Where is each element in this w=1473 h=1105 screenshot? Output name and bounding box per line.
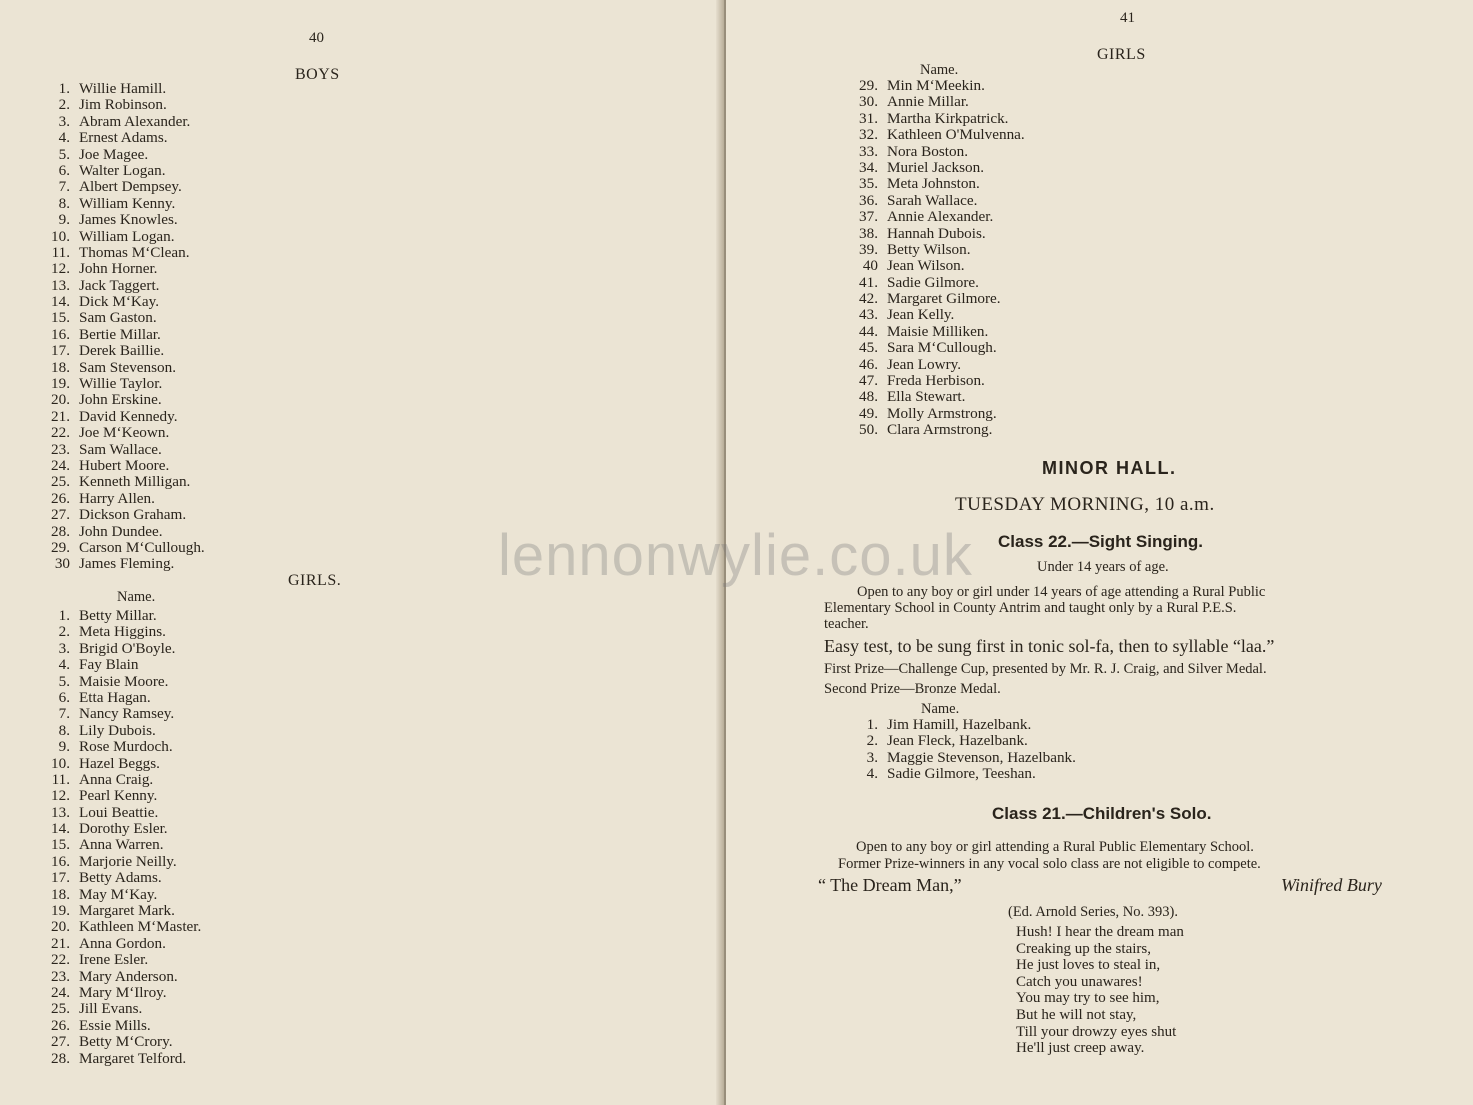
girls-list-left [40, 607, 202, 1067]
list-item [848, 765, 1036, 783]
list-item [40, 754, 160, 772]
entry-number: 38. [859, 224, 878, 242]
entry-name: Hazel Beggs. [79, 754, 160, 772]
entry-number: 28. [51, 1049, 70, 1067]
entry-number: 4. [58, 129, 70, 147]
entry-name: Jim Hamill, Hazelbank. [887, 716, 1032, 733]
entry-number: 10. [51, 227, 70, 245]
list-item [848, 224, 986, 242]
list-item [40, 309, 157, 327]
list-item [40, 721, 156, 739]
list-item [40, 440, 162, 458]
list-item [40, 211, 178, 229]
entry-name: James Knowles. [79, 211, 178, 229]
entry-name: Bertie Millar. [79, 325, 161, 343]
list-item [40, 375, 163, 393]
page-number-left: 40 [309, 30, 324, 46]
entry-name: Maisie Milliken. [887, 322, 989, 340]
entry-number: 23. [51, 440, 70, 458]
list-item [848, 404, 997, 422]
entry-name: Betty Millar. [79, 607, 157, 624]
girls-list-right [848, 77, 1025, 439]
list-item [40, 852, 177, 870]
entry-name: Dorothy Esler. [79, 820, 168, 838]
lyric-line: But he will not stay, [1016, 1006, 1137, 1023]
entry-number: 17. [51, 869, 70, 887]
entry-number: 5. [58, 145, 70, 163]
entry-number: 2. [58, 623, 70, 641]
list-item [40, 129, 168, 147]
list-item [40, 522, 163, 540]
entry-name: Jean Fleck, Hazelbank. [887, 732, 1028, 750]
entry-number: 27. [51, 1033, 70, 1051]
entry-name: Thomas M‘Clean. [79, 243, 190, 261]
entry-number: 27. [51, 506, 70, 524]
list-item [40, 424, 170, 442]
class21-title: Class 21.—Children's Solo. [992, 804, 1212, 823]
entry-number: 47. [859, 372, 878, 390]
list-item [848, 175, 980, 193]
list-item [40, 178, 182, 196]
list-item [40, 1049, 187, 1067]
entry-name: Willie Taylor. [79, 375, 163, 393]
entry-number: 12. [51, 787, 70, 805]
entry-name: Sadie Gilmore, Teeshan. [887, 765, 1036, 783]
list-item [848, 142, 968, 160]
list-item [40, 161, 166, 179]
entry-name: Jean Kelly. [887, 306, 955, 324]
entry-name: Min M‘Meekin. [887, 77, 985, 94]
list-item [40, 918, 202, 936]
entry-number: 21. [51, 934, 70, 952]
entry-name: David Kennedy. [79, 407, 178, 425]
entry-name: Maggie Stevenson, Hazelbank. [887, 748, 1076, 766]
entry-number: 12. [51, 260, 70, 278]
list-item [848, 732, 1028, 750]
entry-number: 30. [859, 93, 878, 111]
entry-number: 13. [51, 276, 70, 294]
entry-name: Rose Murdoch. [79, 738, 173, 756]
list-item [848, 388, 966, 406]
entry-name: Betty M‘Crory. [79, 1033, 173, 1051]
entry-name: Kenneth Milligan. [79, 473, 191, 491]
entry-name: John Horner. [79, 260, 158, 278]
lyric-line: You may try to see him, [1016, 990, 1160, 1007]
entry-number: 8. [58, 721, 70, 739]
entry-name: Jean Wilson. [887, 257, 965, 275]
lyric-line: Hush! I hear the dream man [1016, 924, 1184, 940]
entry-number: 23. [51, 967, 70, 985]
entry-name: Kathleen O'Mulvenna. [887, 126, 1025, 144]
list-item [40, 1000, 143, 1018]
entry-number: 11. [51, 243, 70, 261]
entry-name: Kathleen M‘Master. [79, 918, 202, 936]
list-item [40, 456, 170, 474]
entry-name: Margaret Gilmore. [887, 290, 1001, 308]
list-item [40, 80, 167, 97]
entry-name: Hannah Dubois. [887, 224, 986, 242]
song-title: “ The Dream Man,” [818, 875, 962, 895]
entry-name: Nora Boston. [887, 142, 968, 160]
class22-desc-2: Elementary School in County Antrim and taught only by a Rural P.E.S. [824, 600, 1237, 616]
entry-number: 44. [859, 322, 878, 340]
entry-number: 19. [51, 902, 70, 920]
entry-name: Hubert Moore. [79, 456, 170, 474]
list-item [40, 639, 176, 657]
list-item [40, 407, 178, 425]
entry-number: 22. [51, 951, 70, 969]
session-time: TUESDAY MORNING, 10 a.m. [955, 494, 1215, 515]
list-item [40, 325, 161, 343]
entry-name: Sam Gaston. [79, 309, 157, 327]
boys-list [40, 80, 205, 573]
list-item [40, 902, 175, 920]
entry-name: John Dundee. [79, 522, 163, 540]
list-item [848, 257, 965, 275]
list-item [40, 787, 158, 805]
entry-name: Pearl Kenny. [79, 787, 158, 805]
song-lyrics [1016, 924, 1184, 1057]
entry-number: 4. [58, 656, 70, 674]
lyric-line: He'll just creep away. [1016, 1040, 1145, 1057]
class22-test: Easy test, to be sung first in tonic sol-fa, then to syllable “laa.” [824, 636, 1275, 656]
watermark: lennonwylie.co.uk [498, 523, 973, 588]
list-item [40, 145, 149, 163]
entry-number: 25. [51, 473, 70, 491]
lyric-line: Till your drowzy eyes shut [1016, 1023, 1177, 1040]
entry-name: Meta Higgins. [79, 623, 166, 641]
class21-desc-1: Open to any boy or girl attending a Rural Public Elementary School. [856, 839, 1254, 855]
entry-number: 34. [859, 158, 878, 176]
song-composer: Winifred Bury [1281, 875, 1382, 895]
list-item [40, 607, 157, 624]
class21-desc-2: Former Prize-winners in any vocal solo class are not eligible to compete. [838, 856, 1261, 872]
list-item [848, 126, 1025, 144]
entry-name: Lily Dubois. [79, 721, 156, 739]
entry-number: 14. [51, 820, 70, 838]
entry-number: 45. [859, 339, 878, 357]
entry-name: Joe M‘Keown. [79, 424, 170, 442]
entry-name: Fay Blain [79, 656, 139, 674]
entry-number: 33. [859, 142, 878, 160]
entry-number: 11. [51, 770, 70, 788]
entry-name: Sarah Wallace. [887, 191, 978, 209]
list-item [40, 705, 175, 723]
entry-number: 20. [51, 391, 70, 409]
entry-number: 21. [51, 407, 70, 425]
entry-number: 17. [51, 342, 70, 360]
entry-number: 2. [58, 96, 70, 114]
list-item [848, 355, 962, 373]
list-item [848, 158, 985, 176]
entry-name: Etta Hagan. [79, 688, 151, 706]
list-item [40, 885, 158, 903]
list-item [40, 951, 149, 969]
name-header-right: Name. [920, 62, 959, 78]
entry-name: Essie Mills. [79, 1016, 151, 1034]
entry-number: 29. [859, 77, 878, 94]
entry-number: 37. [859, 208, 878, 226]
entry-number: 3. [58, 639, 70, 657]
entry-number: 46. [859, 355, 878, 373]
lyric-line: He just loves to steal in, [1016, 957, 1161, 974]
entry-name: Freda Herbison. [887, 372, 985, 390]
entry-number: 16. [51, 325, 70, 343]
class22-first-prize: First Prize—Challenge Cup, presented by Mr. R. J. Craig, and Silver Medal. [824, 661, 1267, 677]
entry-number: 24. [51, 983, 70, 1001]
list-item [40, 1033, 173, 1051]
entry-name: Muriel Jackson. [887, 158, 985, 176]
entry-name: Jim Robinson. [79, 96, 167, 114]
class22-second-prize: Second Prize—Bronze Medal. [824, 681, 1001, 697]
list-item [848, 240, 971, 258]
entry-number: 29. [51, 538, 70, 556]
girls-heading-left: GIRLS. [288, 572, 342, 589]
entry-name: Dickson Graham. [79, 506, 187, 524]
list-item [40, 820, 168, 838]
entry-name: James Fleming. [79, 555, 175, 573]
entry-number: 3. [866, 748, 878, 766]
entry-number: 42. [859, 290, 878, 308]
entry-name: Annie Millar. [887, 93, 969, 111]
entry-name: Meta Johnston. [887, 175, 980, 193]
list-item [848, 339, 997, 357]
entry-number: 39. [859, 240, 878, 258]
entry-name: Carson M‘Cullough. [79, 538, 205, 556]
boys-heading: BOYS [295, 66, 340, 83]
entry-number: 2. [866, 732, 878, 750]
entry-number: 5. [58, 672, 70, 690]
entry-number: 1. [866, 716, 878, 733]
lyric-line: Creaking up the stairs, [1016, 940, 1151, 957]
hall-title: MINOR HALL. [1042, 458, 1177, 478]
entry-name: Ernest Adams. [79, 129, 168, 147]
list-item [40, 656, 139, 674]
entry-name: Anna Craig. [79, 770, 154, 788]
entry-name: Loui Beattie. [79, 803, 159, 821]
entry-number: 1. [58, 80, 70, 97]
girls-heading-right: GIRLS [1097, 46, 1146, 63]
entry-number: 26. [51, 489, 70, 507]
class22-title: Class 22.—Sight Singing. [998, 532, 1203, 551]
entry-name: Maisie Moore. [79, 672, 169, 690]
entry-name: William Kenny. [79, 194, 176, 212]
list-item [40, 770, 154, 788]
entry-number: 13. [51, 803, 70, 821]
list-item [40, 473, 191, 491]
list-item [40, 836, 164, 854]
entry-number: 26. [51, 1016, 70, 1034]
list-item [40, 506, 187, 524]
list-item [40, 538, 205, 556]
list-item [848, 372, 985, 390]
entry-name: Molly Armstrong. [887, 404, 997, 422]
entry-name: William Logan. [79, 227, 175, 245]
entry-name: Martha Kirkpatrick. [887, 109, 1009, 127]
entry-name: Anna Warren. [79, 836, 164, 854]
entry-name: Betty Adams. [79, 869, 162, 887]
entry-name: Albert Dempsey. [79, 178, 182, 196]
entry-number: 7. [58, 178, 70, 196]
entry-number: 30 [54, 555, 70, 573]
entry-number: 15. [51, 836, 70, 854]
entry-number: 28. [51, 522, 70, 540]
page-number-right: 41 [1120, 10, 1135, 26]
list-item [848, 208, 994, 226]
entry-name: Jack Taggert. [79, 276, 160, 294]
entry-number: 24. [51, 456, 70, 474]
list-item [848, 421, 993, 439]
entry-name: Walter Logan. [79, 161, 166, 179]
entry-number: 9. [58, 211, 70, 229]
list-item [40, 967, 178, 985]
list-item [40, 358, 177, 376]
entry-number: 3. [58, 112, 70, 130]
class22-age: Under 14 years of age. [1037, 559, 1169, 575]
list-item [848, 716, 1032, 733]
entry-number: 10. [51, 754, 70, 772]
entry-number: 31. [859, 109, 878, 127]
entry-name: Dick M‘Kay. [79, 293, 159, 311]
entry-number: 25. [51, 1000, 70, 1018]
list-item [40, 803, 159, 821]
entry-name: Willie Hamill. [79, 80, 167, 97]
class22-desc-1: Open to any boy or girl under 14 years of age attending a Rural Public [857, 584, 1266, 600]
entry-number: 7. [58, 705, 70, 723]
list-item [40, 869, 162, 887]
entry-name: May M‘Kay. [79, 885, 158, 903]
list-item [40, 391, 162, 409]
girls-name-header: Name. [117, 589, 156, 605]
entry-name: Annie Alexander. [887, 208, 994, 226]
list-item [40, 96, 167, 114]
entry-name: Brigid O'Boyle. [79, 639, 176, 657]
list-item [40, 260, 158, 278]
list-item [40, 293, 159, 311]
entry-number: 15. [51, 309, 70, 327]
entry-name: Jean Lowry. [887, 355, 962, 373]
entry-number: 36. [859, 191, 878, 209]
list-item [848, 109, 1009, 127]
entry-name: Betty Wilson. [887, 240, 971, 258]
entry-name: Abram Alexander. [79, 112, 191, 130]
song-edition: (Ed. Arnold Series, No. 393). [1008, 904, 1178, 920]
entry-name: John Erskine. [79, 391, 162, 409]
entry-name: Margaret Telford. [79, 1049, 187, 1067]
entry-name: Derek Baillie. [79, 342, 165, 360]
entry-number: 14. [51, 293, 70, 311]
class22-name-header: Name. [921, 701, 960, 717]
list-item [40, 672, 169, 690]
list-item [40, 227, 175, 245]
list-item [848, 191, 978, 209]
list-item [848, 273, 979, 291]
list-item [848, 93, 969, 111]
list-item [40, 276, 160, 294]
entry-name: Sam Wallace. [79, 440, 162, 458]
entry-number: 49. [859, 404, 878, 422]
list-item [848, 322, 989, 340]
entry-number: 35. [859, 175, 878, 193]
list-item [40, 243, 190, 261]
entry-name: Sara M‘Cullough. [887, 339, 997, 357]
entry-name: Clara Armstrong. [887, 421, 993, 439]
entry-name: Harry Allen. [79, 489, 155, 507]
entry-name: Joe Magee. [79, 145, 149, 163]
list-item [848, 290, 1001, 308]
entry-number: 4. [866, 765, 878, 783]
list-item [40, 983, 167, 1001]
list-item [848, 306, 955, 324]
class22-entries [848, 716, 1076, 783]
entry-number: 8. [58, 194, 70, 212]
entry-name: Ella Stewart. [887, 388, 966, 406]
entry-name: Sadie Gilmore. [887, 273, 979, 291]
entry-name: Mary Anderson. [79, 967, 178, 985]
list-item [40, 194, 176, 212]
list-item [40, 688, 151, 706]
entry-number: 16. [51, 852, 70, 870]
list-item [848, 77, 985, 94]
entry-number: 48. [859, 388, 878, 406]
list-item [40, 738, 173, 756]
entry-name: Margaret Mark. [79, 902, 175, 920]
entry-name: Irene Esler. [79, 951, 149, 969]
entry-number: 32. [859, 126, 878, 144]
entry-number: 50. [859, 421, 878, 439]
entry-number: 6. [58, 688, 70, 706]
entry-name: Mary M‘Ilroy. [79, 983, 167, 1001]
list-item [40, 112, 191, 130]
entry-name: Sam Stevenson. [79, 358, 177, 376]
entry-number: 1. [58, 607, 70, 624]
list-item [40, 489, 155, 507]
entry-number: 41. [859, 273, 878, 291]
entry-number: 6. [58, 161, 70, 179]
list-item [40, 934, 166, 952]
list-item [40, 623, 166, 641]
list-item [848, 748, 1076, 766]
entry-name: Anna Gordon. [79, 934, 166, 952]
entry-number: 43. [859, 306, 878, 324]
entry-number: 22. [51, 424, 70, 442]
entry-number: 19. [51, 375, 70, 393]
lyric-line: Catch you unawares! [1016, 973, 1143, 990]
entry-number: 40 [862, 257, 878, 275]
class22-desc-3: teacher. [824, 616, 869, 632]
entry-number: 20. [51, 918, 70, 936]
list-item [40, 1016, 151, 1034]
entry-name: Marjorie Neilly. [79, 852, 177, 870]
entry-number: 18. [51, 885, 70, 903]
entry-name: Jill Evans. [79, 1000, 143, 1018]
entry-number: 9. [58, 738, 70, 756]
list-item [40, 555, 175, 573]
entry-number: 18. [51, 358, 70, 376]
entry-name: Nancy Ramsey. [79, 705, 175, 723]
list-item [40, 342, 165, 360]
